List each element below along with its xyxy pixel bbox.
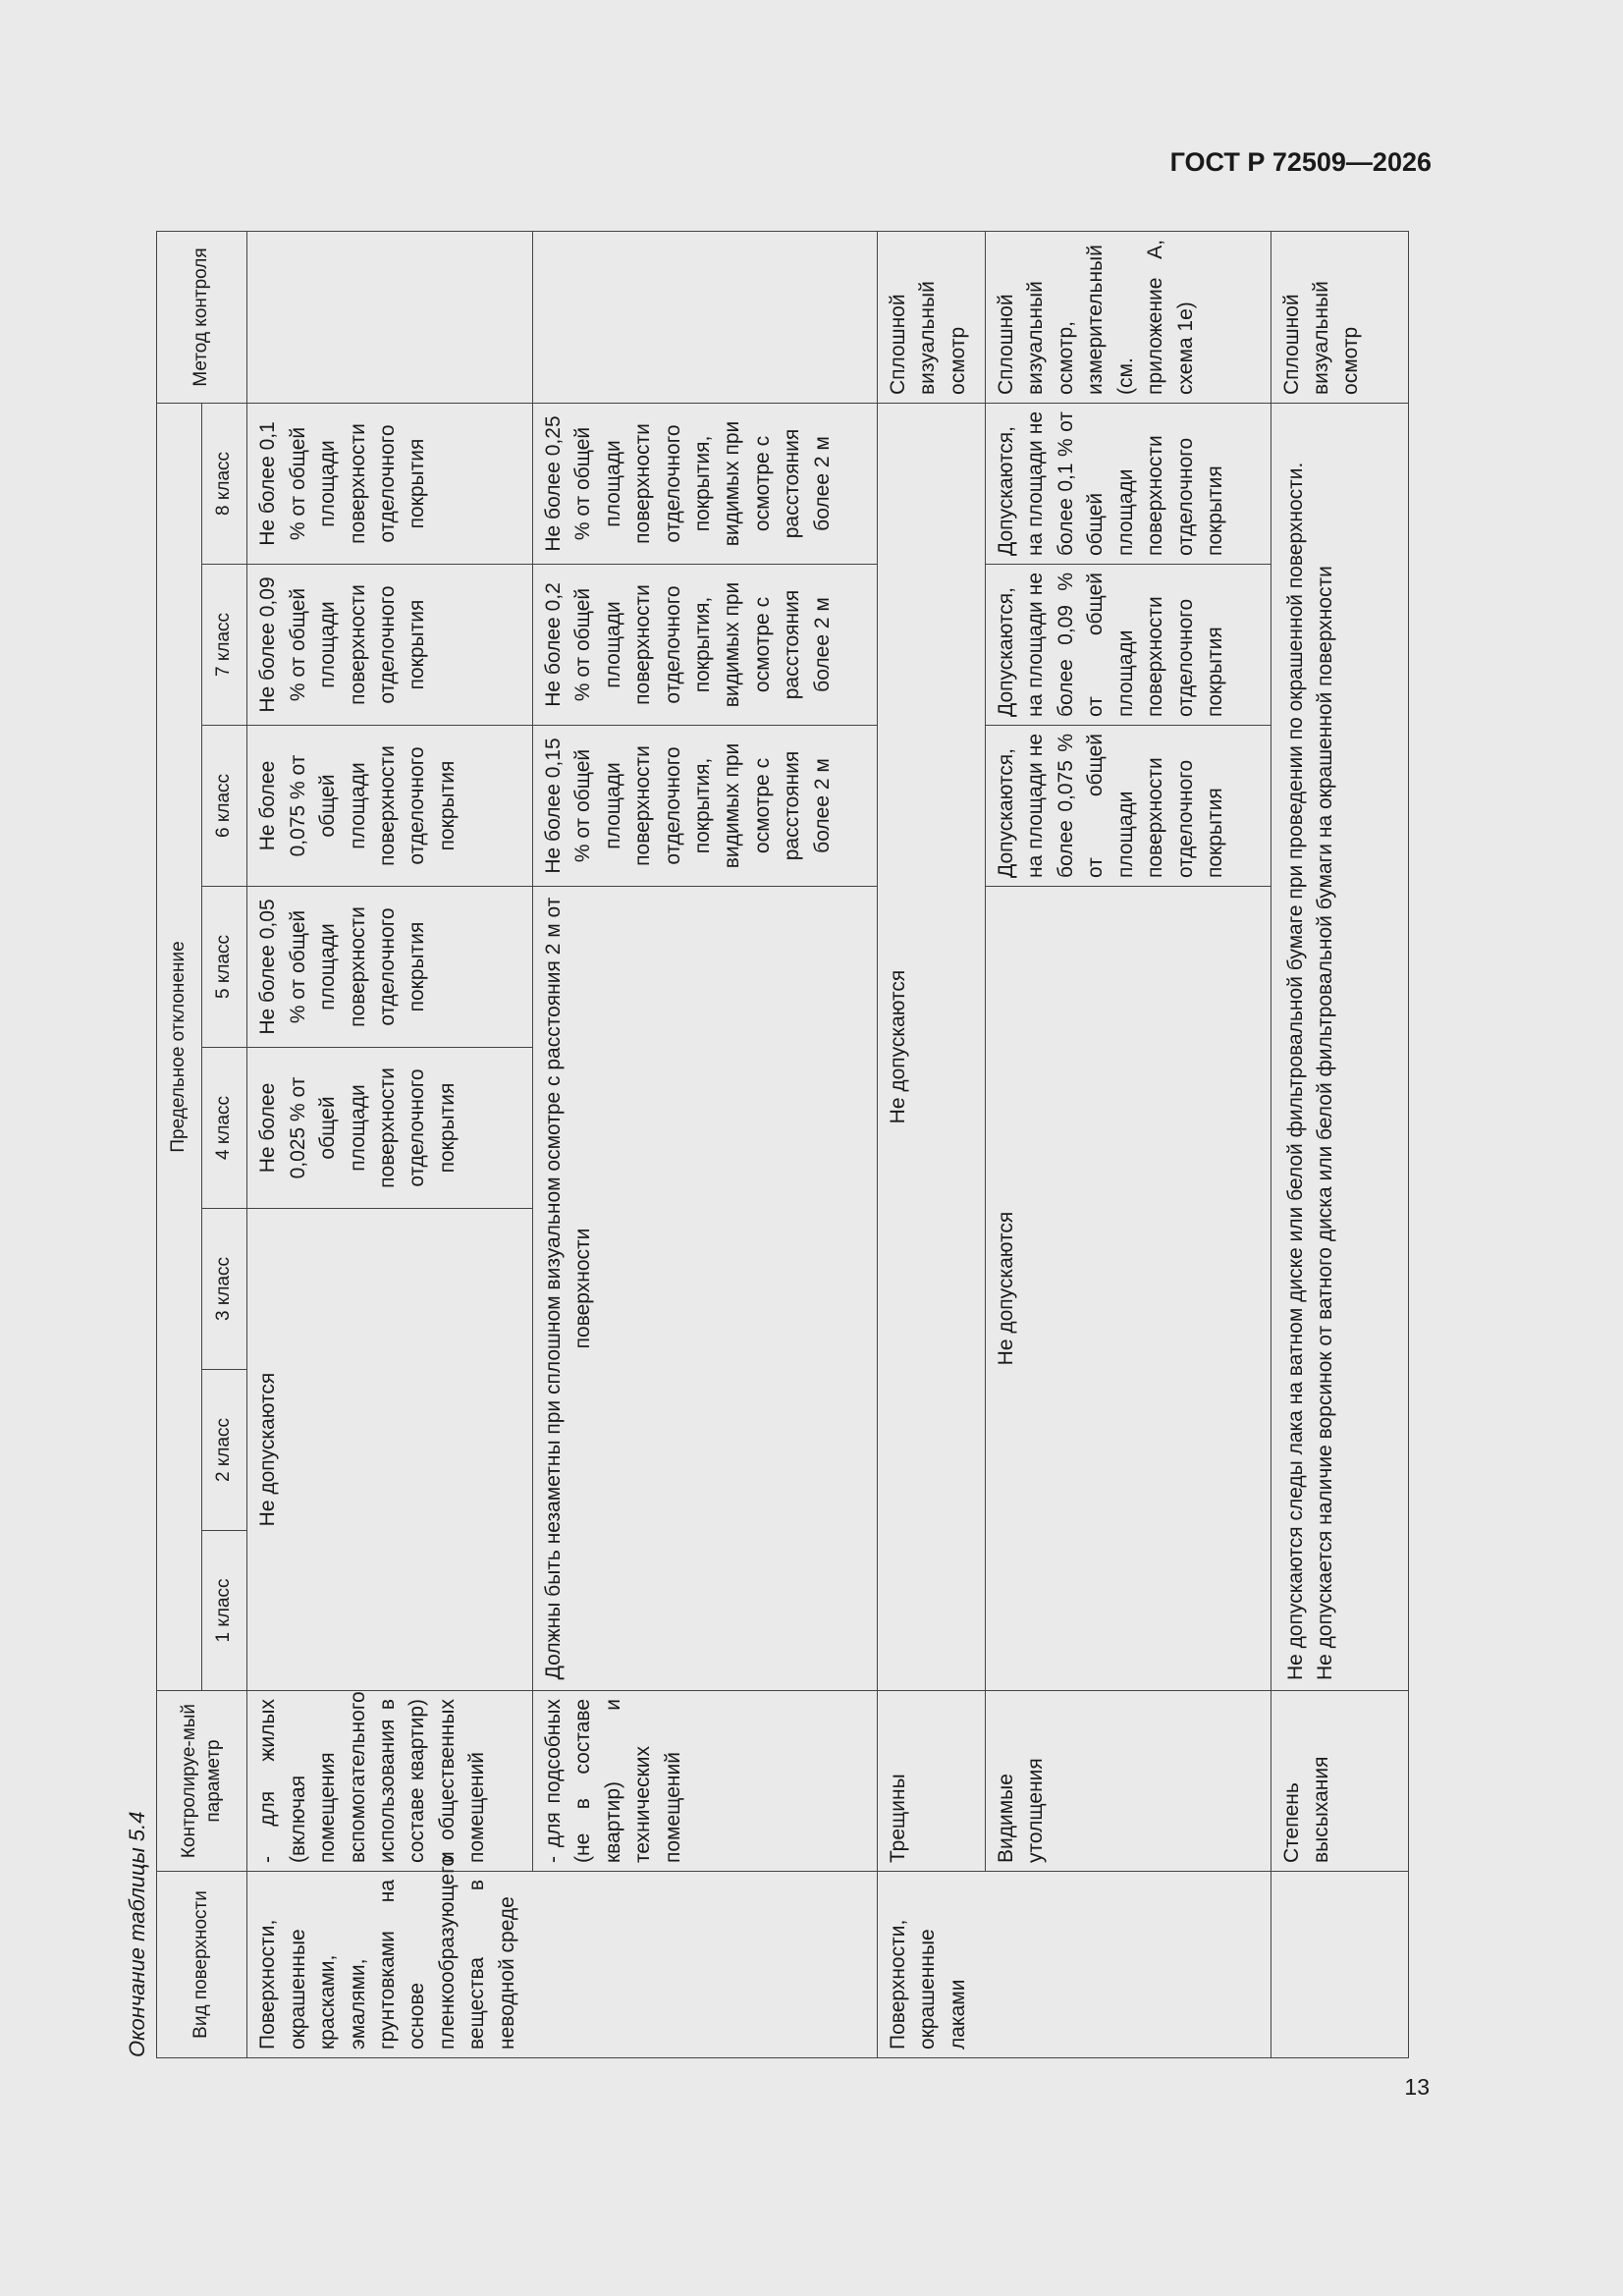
param-cracks: Трещины: [877, 1691, 985, 1872]
table-caption: Окончание таблицы 5.4: [125, 1811, 149, 2057]
header-surface: Вид поверхности: [157, 1872, 247, 2058]
header-class-4: 4 класс: [202, 1048, 247, 1209]
cls-1-5-value: Не допускаются: [985, 887, 1271, 1691]
header-class-3: 3 класс: [202, 1209, 247, 1370]
param-utility: - для подсобных (не в составе квартир) и технических помещений: [532, 1691, 877, 1872]
header-method: Метод контроля: [157, 231, 247, 403]
table-row: [247, 231, 533, 2057]
method-visual-measure: Сплошной визуальный осмотр, измерительный (см. приложение А, схема 1е): [985, 231, 1271, 403]
cls-7-value: Не более 0,2 % от общей площади поверхности отделочного покрытия, видимых при осмотре с расстояния более 2 м: [532, 565, 877, 726]
cls-4-value: Не более 0,025 % от общей площади поверхности отделочного покрытия: [247, 1048, 533, 1209]
cls-1-5-value: Должны быть незаметны при сплошном визуальном осмотре с расстояния 2 м от поверхности: [532, 887, 877, 1691]
cls-6-value: Не более 0,075 % от общей площади поверхности отделочного покрытия: [247, 726, 533, 887]
header-class-5: 5 класс: [202, 887, 247, 1048]
table-row: [532, 231, 877, 2057]
header-class-2: 2 класс: [202, 1370, 247, 1531]
deviation-table: [156, 231, 1409, 2058]
drying-requirements: [1271, 403, 1408, 1690]
param-living: - для жилых (включая помещения вспомогательного использования в составе квартир) и общественных помещений: [247, 1691, 533, 1872]
table-row: [985, 231, 1271, 2057]
cls-7-value: Допускаются, на площади не более 0,09 % от общей площади поверхности отделочного покрытия: [985, 565, 1271, 726]
cls-8-value: Не более 0,1 % от общей площади поверхности отделочного покрытия: [247, 403, 533, 564]
method-visual: Сплошной визуальный осмотр: [877, 231, 985, 403]
header-class-8: 8 класс: [202, 403, 247, 564]
cls-1-3-value: Не допускаются: [247, 1209, 533, 1691]
drying-note-1: Не допускаются следы лака на ватном диске или белой фильтровальной бумаге при проведении по окрашенной поверхности.: [1283, 462, 1307, 1680]
header-class-1: 1 класс: [202, 1531, 247, 1691]
header-class-6: 6 класс: [202, 726, 247, 887]
page-number: 13: [1404, 2074, 1430, 2100]
cls-6-value: Допускаются, на площади не более 0,075 % от общей площади поверхности отделочного покрытия: [985, 726, 1271, 887]
cls-8-value: Не более 0,25 % от общей площади поверхности отделочного покрытия, видимых при осмотре с расстояния более 2 м: [532, 403, 877, 564]
header-class-7: 7 класс: [202, 565, 247, 726]
cls-6-value: Не более 0,15 % от общей площади поверхности отделочного покрытия, видимых при осмотре с расстояния более 2 м: [532, 726, 877, 887]
drying-note-2: Не допускается наличие ворсинок от ватного диска или белой фильтровальной бумаги на окрашенной поверхности: [1314, 566, 1337, 1680]
surface-lacquers: Поверхности, окрашенные лаками: [877, 1872, 1271, 2058]
param-drying: Степень высыхания: [1271, 1691, 1408, 1872]
header-limit: Предельное отклонение: [157, 403, 202, 1690]
surface-empty: [1271, 1872, 1408, 2058]
surface-paints: Поверхности, окрашенные красками, эмалями, грунтовками на основе пленкообразующего вещества в неводной среде: [247, 1872, 877, 2058]
table-row: [877, 231, 985, 2057]
table-row: [1271, 231, 1408, 2057]
cls-all-value: Не допускаются: [877, 403, 985, 1690]
cls-8-value: Допускаются, на площади не более 0,1 % от общей площади поверхности отделочного покрытия: [985, 403, 1271, 564]
method-empty: [247, 231, 533, 403]
header-param: Контролируе-мый параметр: [157, 1691, 247, 1872]
rotated-table-container: [156, 232, 1409, 2058]
method-empty: [532, 231, 877, 403]
param-thickening: Видимые утолщения: [985, 1691, 1271, 1872]
cls-7-value: Не более 0,09 % от общей площади поверхности отделочного покрытия: [247, 565, 533, 726]
document-code: ГОСТ Р 72509—2026: [1169, 147, 1432, 177]
cls-5-value: Не более 0,05 % от общей площади поверхности отделочного покрытия: [247, 887, 533, 1048]
method-visual: Сплошной визуальный осмотр: [1271, 231, 1408, 403]
